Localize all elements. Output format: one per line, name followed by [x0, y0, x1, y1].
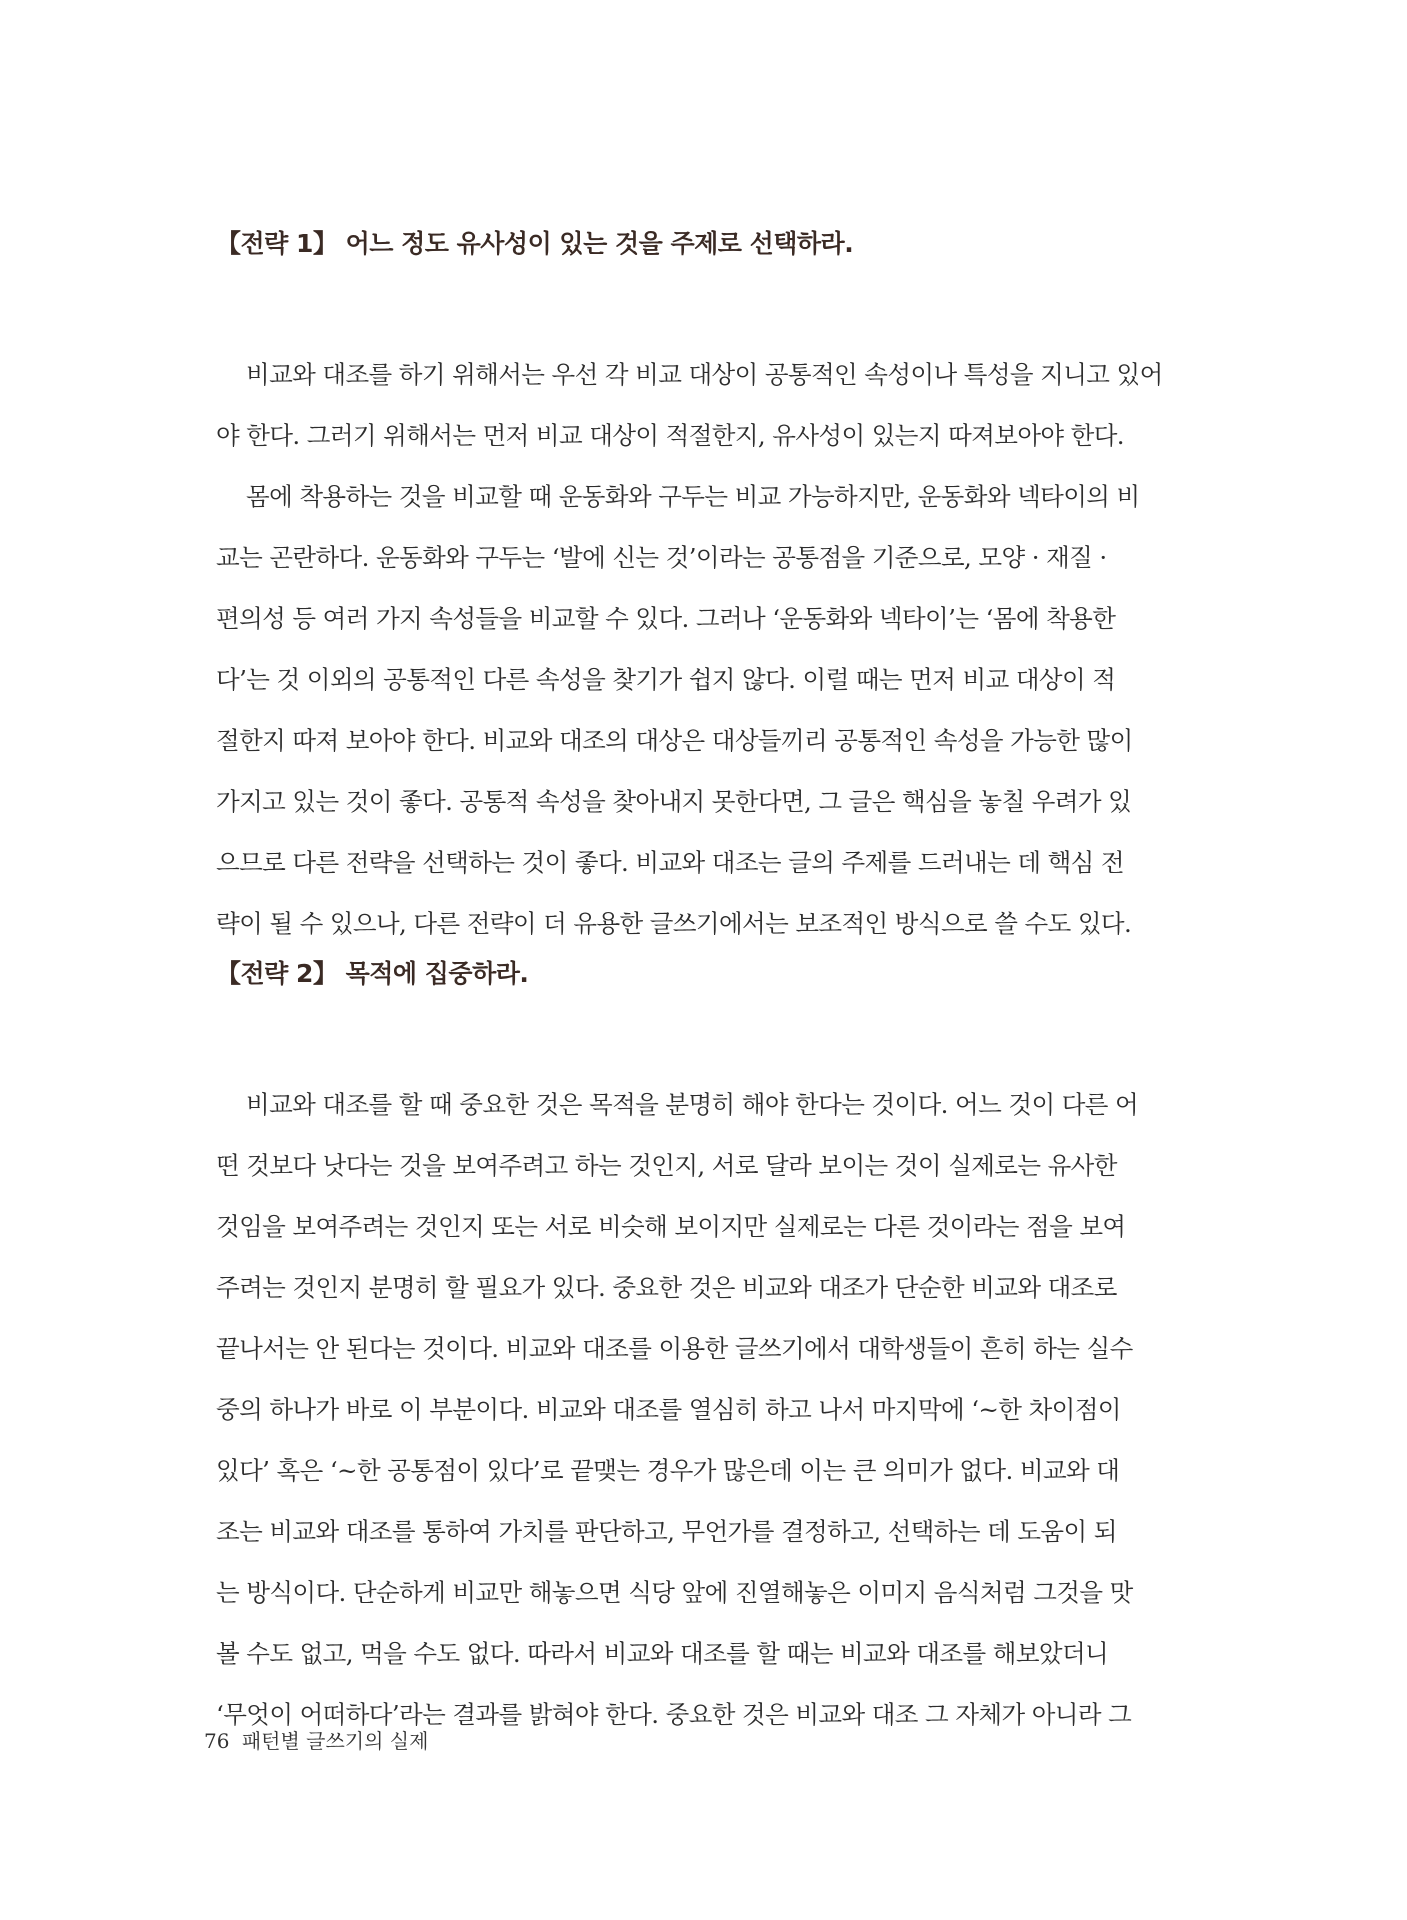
page-footer — [204, 1726, 428, 1756]
body-line: 비교와 대조를 할 때 중요한 것은 목적을 분명히 해야 한다는 것이다. 어느 것이 다른 어 — [246, 1090, 1139, 1119]
strategy-2-heading — [216, 954, 1176, 994]
strategy-2-title: 목적에 집중하라. — [345, 959, 529, 988]
body-line: 주려는 것인지 분명히 할 필요가 있다. 중요한 것은 비교와 대조가 단순한 비교와 대조로 — [216, 1273, 1117, 1302]
strategy-1-title: 어느 정도 유사성이 있는 것을 주제로 선택하라. — [345, 229, 854, 258]
body-line: 절한지 따져 보아야 한다. 비교와 대조의 대상은 대상들끼리 공통적인 속성을 가능한 많이 — [216, 726, 1133, 755]
body-line: 교는 곤란하다. 운동화와 구두는 ‘발에 신는 것’이라는 공통점을 기준으로, 모양 · 재질 · — [216, 543, 1107, 572]
body-line: ‘무엇이 어떠하다’라는 결과를 밝혀야 한다. 중요한 것은 비교와 대조 그 자체가 아니라 그 — [216, 1700, 1132, 1729]
strategy-1-body — [216, 344, 1176, 954]
body-line: 야 한다. 그러기 위해서는 먼저 비교 대상이 적절한지, 유사성이 있는지 따져보아야 한다. — [216, 421, 1124, 450]
strategy-2-tag: 【전략 2】 — [216, 959, 338, 988]
body-line: 있다’ 혹은 ‘~한 공통점이 있다’로 끝맺는 경우가 많은데 이는 큰 의미가 없다. 비교와 대 — [216, 1456, 1120, 1485]
body-line: 비교와 대조를 하기 위해서는 우선 각 비교 대상이 공통적인 속성이나 특성을 지니고 있어 — [246, 360, 1163, 389]
body-line: 떤 것보다 낫다는 것을 보여주려고 하는 것인지, 서로 달라 보이는 것이 실제로는 유사한 — [216, 1151, 1117, 1180]
body-line: 편의성 등 여러 가지 속성들을 비교할 수 있다. 그러나 ‘운동화와 넥타이’는 ‘몸에 착용한 — [216, 604, 1116, 633]
body-line: 다’는 것 이외의 공통적인 다른 속성을 찾기가 쉽지 않다. 이럴 때는 먼저 비교 대상이 적 — [216, 665, 1116, 694]
body-line: 으므로 다른 전략을 선택하는 것이 좋다. 비교와 대조는 글의 주제를 드러내는 데 핵심 전 — [216, 848, 1124, 877]
running-title: 패턴별 글쓰기의 실제 — [241, 1729, 429, 1753]
body-line: 략이 될 수 있으나, 다른 전략이 더 유용한 글쓰기에서는 보조적인 방식으로 쓸 수도 있다. — [216, 909, 1132, 938]
body-line: 몸에 착용하는 것을 비교할 때 운동화와 구두는 비교 가능하지만, 운동화와 넥타이의 비 — [246, 482, 1140, 511]
strategy-1-heading — [216, 224, 1176, 264]
strategy-2-section — [216, 954, 1176, 1745]
page-number: 76 — [204, 1729, 230, 1753]
strategy-2-body — [216, 1074, 1176, 1745]
body-line: 중의 하나가 바로 이 부분이다. 비교와 대조를 열심히 하고 나서 마지막에 ‘~한 차이점이 — [216, 1395, 1121, 1424]
body-line: 조는 비교와 대조를 통하여 가치를 판단하고, 무언가를 결정하고, 선택하는 데 도움이 되 — [216, 1517, 1117, 1546]
body-line: 것임을 보여주려는 것인지 또는 서로 비슷해 보이지만 실제로는 다른 것이라는 점을 보여 — [216, 1212, 1126, 1241]
body-line: 는 방식이다. 단순하게 비교만 해놓으면 식당 앞에 진열해놓은 이미지 음식처럼 그것을 맛 — [216, 1578, 1133, 1607]
strategy-1-tag: 【전략 1】 — [216, 229, 338, 258]
body-line: 끝나서는 안 된다는 것이다. 비교와 대조를 이용한 글쓰기에서 대학생들이 흔히 하는 실수 — [216, 1334, 1133, 1363]
body-line: 가지고 있는 것이 좋다. 공통적 속성을 찾아내지 못한다면, 그 글은 핵심을 놓칠 우려가 있 — [216, 787, 1132, 816]
body-line: 볼 수도 없고, 먹을 수도 없다. 따라서 비교와 대조를 할 때는 비교와 대조를 해보았더니 — [216, 1639, 1109, 1668]
strategy-1-section — [216, 224, 1176, 954]
